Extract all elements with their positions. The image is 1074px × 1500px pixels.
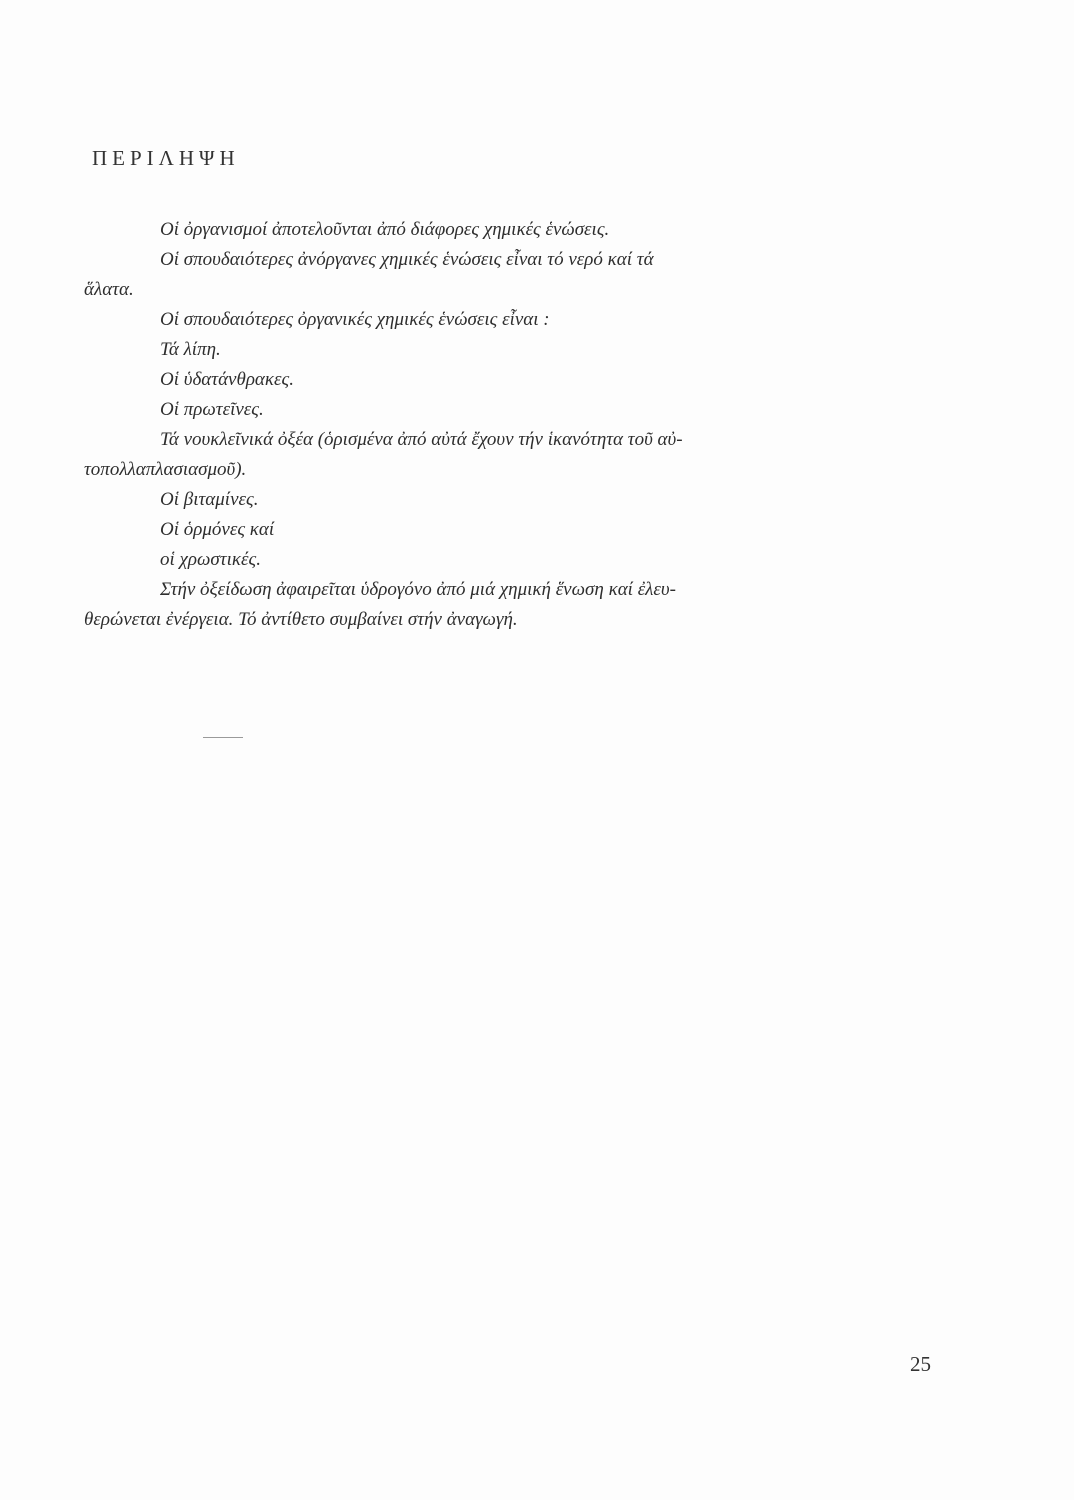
summary-line: Τά νουκλεῖνικά ὀξέα (ὁρισμένα ἀπό αὐτά ἔχουν τήν ἱκανότητα τοῦ αὐ- — [160, 429, 683, 450]
summary-line: τοπολλαπλασιασμοῦ). — [84, 459, 247, 480]
summary-line: Οἱ βιταμίνες. — [160, 489, 259, 510]
summary-line: οἱ χρωστικές. — [160, 549, 261, 570]
section-heading: ΠΕΡΙΛΗΨΗ — [92, 146, 240, 170]
page-number: 25 — [910, 1352, 931, 1376]
summary-line: Οἱ σπουδαιότερες ἀνόργανες χημικές ἑνώσεις εἶναι τό νερό καί τά — [160, 249, 654, 270]
summary-body — [84, 215, 950, 635]
summary-line: Στήν ὀξείδωση ἀφαιρεῖται ὑδρογόνο ἀπό μιά χημική ἕνωση καί ἐλευ- — [160, 579, 676, 600]
print-mark — [203, 737, 243, 738]
summary-line: Τά λίπη. — [160, 339, 221, 360]
summary-line: Οἱ ὀργανισμοί ἀποτελοῦνται ἀπό διάφορες χημικές ἑνώσεις. — [160, 219, 610, 240]
summary-line: ἅλατα. — [84, 279, 134, 300]
summary-line: Οἱ πρωτεῖνες. — [160, 399, 264, 420]
summary-line: Οἱ ὁρμόνες καί — [160, 519, 275, 540]
summary-line: Οἱ σπουδαιότερες ὀργανικές χημικές ἑνώσεις εἶναι : — [160, 309, 550, 330]
summary-line: θερώνεται ἐνέργεια. Τό ἀντίθετο συμβαίνει στήν ἀναγωγή. — [84, 609, 518, 630]
summary-line: Οἱ ὑδατάνθρακες. — [160, 369, 294, 390]
